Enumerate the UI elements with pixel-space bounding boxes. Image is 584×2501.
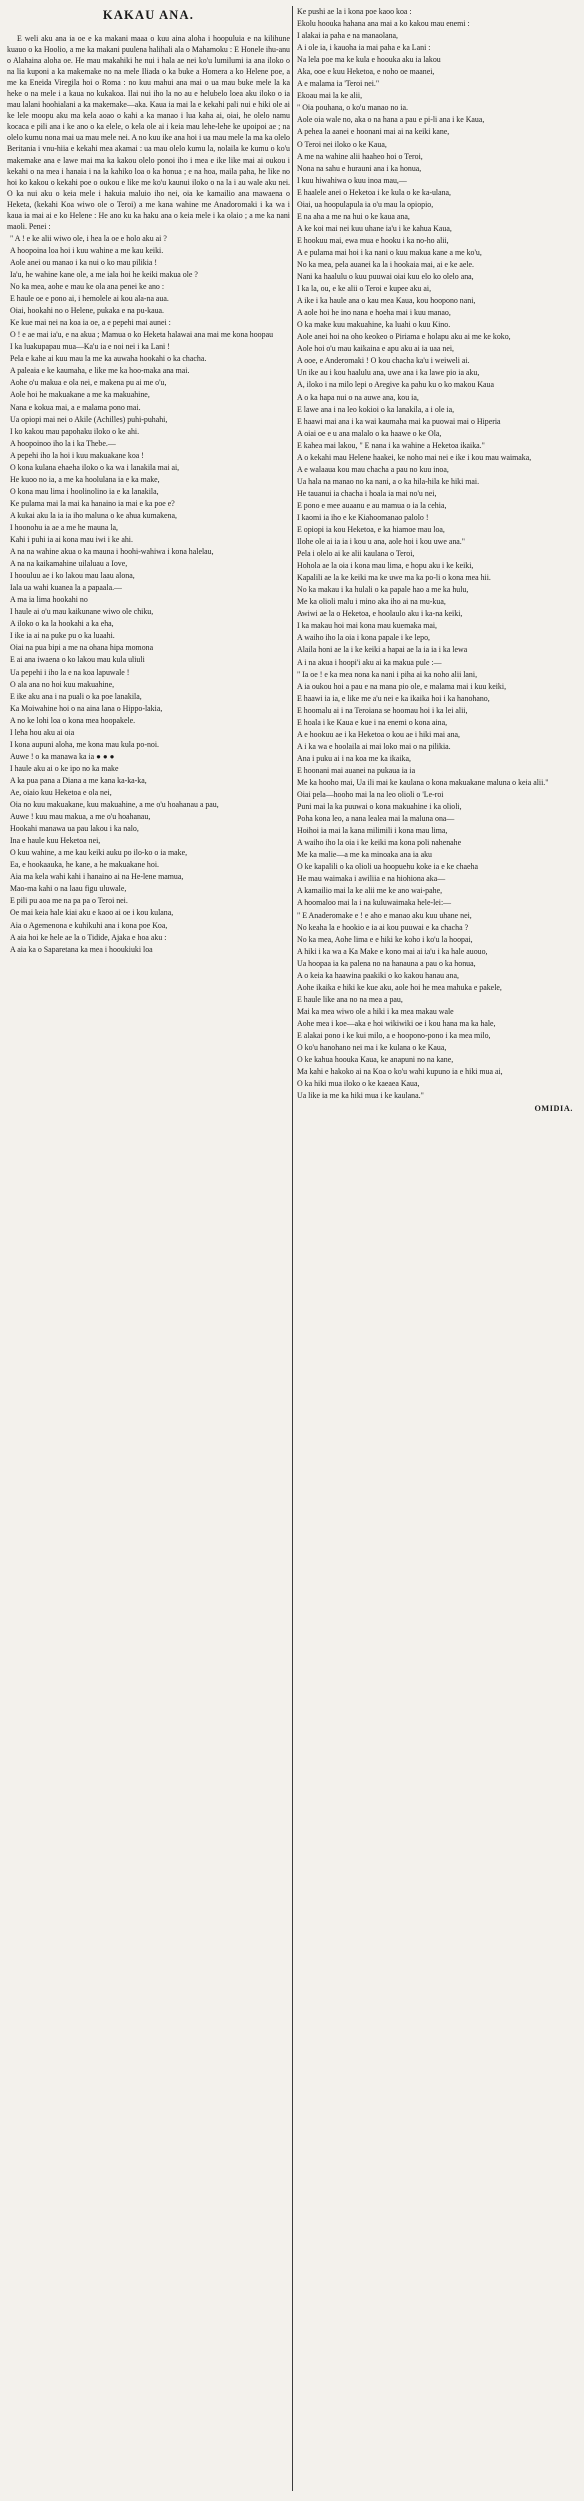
verse-line: O Teroi nei iloko o ke Kaua, (297, 139, 387, 149)
verse-line: Hoihoi ia mai la kana milimili i kona mau lima, (297, 826, 448, 836)
verse-line: I alakai ia paha e na manaolana, (297, 31, 398, 41)
verse-line: A oiai oe e u ana malalo o ka haawe o ke Ola, (297, 428, 442, 438)
verse-line: Aia o Agemenona e kuhikuhi ana i kona poe Koa, (10, 920, 168, 930)
verse-line: Nana e kokua mai, a e malama pono mai. (10, 402, 141, 412)
verse-line: Oiai na pua bipi a me na ohana hipa momona (10, 643, 154, 653)
verse-line: I haule ai o'u mau kaikunane wiwo ole chiku, (10, 607, 154, 617)
verse-line: I leha hou aku ai oia (10, 727, 75, 737)
verse-line: A o ka hapa nui o na auwe ana, kou ia, (297, 392, 419, 402)
verse-line: Oiai pela—hooho mai la na leo olioli o 'Le-roi (297, 790, 444, 800)
verse-line: E haawi ia ia, e like me a'u nei e ka ikaika hoi i ka hanohano, (297, 693, 490, 703)
verse-line: Ke kue mai nei na koa ia oe, a e pepehi mai aunei : (10, 318, 171, 328)
verse-line: I ka luakupapau mua—Ka'u ia e noi nei i ka Lani ! (10, 342, 170, 352)
verse-line: A ia oukou hoi a pau e na mana pio ole, e malama mai i kuu keiki, (297, 681, 507, 691)
column-divider (292, 6, 293, 2491)
verse-line: A i ole ia, i kauoha ia mai paha e ka Lani : (297, 43, 431, 53)
verse-line: Ka Moiwahine hoi o na aina lana o Hippo-lakia, (10, 703, 163, 713)
verse-line: A ike i ka haule ana o kau mea Kaua, kou hoopono nani, (297, 296, 476, 306)
verse-line: E hookuu mai, ewa mua e hooku i ka no-ho alii, (297, 235, 449, 245)
verse-line: E haule oe e pono ai, i hemolele ai kou ala-na aua. (10, 294, 169, 304)
verse-line: O ka hiki mua iloko o ke kaeaea Kaua, (297, 1079, 420, 1089)
verse-line: E kahea mai lakou, " E nana i ka wahine a Heketoa ikaika." (297, 440, 485, 450)
verse-line: A hoomaloo mai la i na kuluwaimaka hele-lei:— (297, 898, 452, 908)
verse-line: I hoouluu ae i ko lakou mau laau alona, (10, 571, 135, 581)
verse-line: A aole hoi he ino nana e hoeha mai i kuu manao, (297, 308, 451, 318)
verse-line: Oiai, hookahi no o Helene, pukaka e na pu-kaua. (10, 306, 165, 316)
verse-line: E hoala i ke Kaua e kue i na enemi o kona aina, (297, 717, 448, 727)
verse-line: A e malama ia 'Teroi nei." (297, 79, 380, 89)
verse-line: Hookahi manawa ua pau lakou i ka nalo, (10, 824, 139, 834)
verse-line: No keaha la e hookio e ia ai kou puuwai e ka chacha ? (297, 922, 469, 932)
verse-line: No ka mea, pela auanei ka la i hookaia mai, ai e ke aele. (297, 259, 475, 269)
verse-line: Aohe o'u makua e ola nei, e makena pu ai me o'u, (10, 378, 167, 388)
verse-line: Oia no kuu makuakane, kuu makuahine, a me o'u hoahanau a pau, (10, 800, 219, 810)
verse-line: E hoomalu ai i na Teroiana se hoomau hoi i ka lei alii, (297, 705, 468, 715)
verse-line: E na aha a me na hui o ke kaua ana, (297, 211, 410, 221)
verse-line: A no ke lohi loa o kona mea hoopakele. (10, 715, 136, 725)
verse-line: Ae, oiaio kuu Heketoa e ola nei, (10, 788, 112, 797)
verse-line: Na lela poe ma ke kula e hoouka aku ia lakou (297, 55, 441, 65)
verse-line: Ua opiopi mai nei o Akile (Achilles) puhi-puhahi, (10, 414, 168, 424)
verse-line: A na na kaikamahine uilaluau a Iove, (10, 559, 128, 569)
verse-line: Iala ua wahi kuanea la a papaala.— (10, 583, 122, 593)
verse-line: A paleaia e ke kaumaha, e like me ka hoo-maka ana mai. (10, 366, 190, 376)
verse-line: Hohola ae la oia i kona mau lima, e hopu aku i ke keiki, (297, 561, 474, 571)
verse-line: A ooe, e Anderomaki ! O kou chacha ka'u i weiweli ai. (297, 356, 470, 366)
verse-line: Nona na sahu e hurauni ana i ka honua, (297, 163, 422, 173)
verse-line: I haule aku ai o ke ipo no ka make (10, 763, 119, 773)
verse-line: O ko'u hanohano nei ma i ke kulana o ke Kaua, (297, 1043, 447, 1053)
verse-line: A e walaaua kou mau chacha a pau no kuu inoa, (297, 464, 449, 474)
verse-line: I ka la, ou, e ke alii o Teroi e kupee aku ai, (297, 284, 432, 294)
verse-line: Aohe mea i koe—aka e hoi wikiwiki oe i kou hana ma ka hale, (297, 1018, 496, 1028)
verse-line: A kukai aku la ia ia iho maluna o ke ahua kumakena, (10, 510, 177, 520)
verse-line: A aia ka o Saparetana ka mea i hooukiuki loa (10, 944, 153, 954)
verse-line: E ai ana iwaena o ko lakou mau kula uliuli (10, 655, 145, 665)
verse-line: " E Anaderomake e ! e aho e manao aku kuu uhane nei, (297, 910, 472, 920)
verse-line: Me ka olioli malu i mino aka iho ai na mu-kua, (297, 597, 446, 607)
verse-line: E lawe ana i na leo kokioi o ka lanakila, a i ole ia, (297, 404, 455, 414)
verse-line: E pili pu aoa me na pa pa o Teroi nei. (10, 896, 128, 906)
verse-line: Aka, ooe e kuu Heketoa, e noho oe maanei, (297, 67, 435, 77)
verse-line: Aole hoi he makuakane a me ka makuahine, (10, 390, 150, 400)
verse-line: Ea, e hookaauka, he kane, a he makuakane hoi. (10, 860, 159, 870)
verse-line: Me ka hooho mai, Ua ili mai ke kaulana o kona makuakane maluna o keia alii." (297, 778, 549, 787)
verse-line: O kona mau lima i hoolinolino ia e ka lanakila, (10, 486, 159, 496)
verse-line: No ka makau i ka hulali o ka papale hao a me ka hulu, (297, 585, 469, 595)
verse-line: A o keia ka haawina paakiki o ko kakou hanau ana, (297, 970, 459, 980)
verse-line: A ke koi mai nei kuu uhane ia'u i ke kahua Kaua, (297, 223, 452, 233)
verse-line: I ike ia ai na puke pu o ka luaahi. (10, 631, 115, 641)
verse-line: O kona kulana ehaeha iloko o ka wa i lanakila mai ai, (10, 462, 180, 472)
verse-line: A e hookuu ae i ka Heketoa o kou ae i hiki mai ana, (297, 729, 461, 739)
verse-line: I hoonohu ia ae a me he mauna la, (10, 522, 119, 532)
verse-line: Aia ma kela wahi kahi i hanaino ai na He-lene mamua, (10, 872, 184, 882)
verse-line: Mai ka mea wiwo ole a hiki i ka mea makau wale (297, 1006, 454, 1016)
verse-line: Awiwi ae la o Heketoa, e hoolaulo aku i ka-na keiki, (297, 609, 463, 619)
verse-line: A kamailio mai la ke alii me ke ano wai-pahe, (297, 886, 443, 896)
verse-line: A na na wahine akua o ka mauna i hoohi-wahiwa i kona halelau, (10, 547, 214, 557)
verse-line: Ina e haule kuu Heketoa nei, (10, 836, 101, 846)
verse-line: Mao-ma kahi o na laau figu uluwale, (10, 884, 127, 894)
verse-line: A pepehi iho la hoi i kuu makuakane koa ! (10, 450, 144, 460)
verse-line: Ekoau mai la ke alii, (297, 91, 363, 101)
verse-line: Ke pulama mai la mai ka hanaino ia mai e ka poe e? (10, 498, 175, 508)
verse-line: Ke pushi ae la i kona poe kaoo koa : (297, 7, 412, 16)
verse-line: He mau waimaka i awiliia e na hiohiona aka— (297, 874, 446, 884)
verse-line: Oiai, ua hoopulapula ia o'u mau la opiopio, (297, 199, 434, 209)
verse-line: A o kekahi mau Helene haakei, ke noho mai nei e ike i kou mau waimaka, (297, 452, 532, 462)
verse-line: A ka pua pana a Diana a me kana ka-ka-ka, (10, 775, 147, 785)
verse-line: A waiho iho la oia i kona papale i ke lepo, (297, 633, 431, 643)
verse-line: O ala ana no hoi kuu makuahine, (10, 679, 115, 689)
verse-line: Ana i puku ai i na koa me ka ikaika, (297, 753, 411, 763)
verse-line: O ! e ae mai ia'u, e na akua ; Mamua o ko Heketa halawai ana mai me kona hoopau (10, 330, 274, 340)
verse-line: Kahi i puhi ia ai kona mau iwi i ke ahi. (10, 535, 133, 545)
verse-line: Puni mai la ka puuwai o kona makuahine i ka olioli, (297, 802, 462, 812)
verse-line: E haule like ana no na mea a pau, (297, 994, 403, 1004)
verse-line: Aole anei ou manao i ka nui o ko mau pilikia ! (10, 257, 158, 267)
verse-line: E alakai pono i ke kui milo, a e hoopono-pono i ka mea milo, (297, 1030, 491, 1040)
verse-line: E haawi mai ana i ka wai kaumaha mai ka puowai mai o Hiperia (297, 416, 501, 426)
verse-line: No ka mea, Aohe lima e e hiki ke koho i ko'u la hoopai, (297, 934, 473, 944)
verse-line: I ko kakou mau papohaku iloko o ke ahi. (10, 426, 140, 436)
verse-line: Aole anei hoi na oho keokeo o Piriama e holapu aku ai me ke koko, (297, 332, 511, 342)
verse-line: E opiopi ia kou Heketoa, e ka hiamoe mau loa, (297, 525, 445, 535)
verse-line: Me ka malie—a me ka minoaka ana ia aku (297, 850, 432, 860)
verse-line: I kona aupuni aloha, me kona mau kula po-noi. (10, 739, 160, 749)
verse-line: Ua pepehi i iho la e na koa lapuwale ! (10, 667, 130, 677)
verse-line: A me na wahine alii haaheo hoi o Teroi, (297, 151, 423, 161)
verse-line: Aohe ikaika e hiki ke kue aku, aole hoi he mea mahuka e pakele, (297, 982, 502, 992)
verse-line: I kaomi ia iho e ke Kiahoomanao palolo ! (297, 512, 429, 522)
verse-line: Ua hoopaa ia ka palena no na hanauna a pau o ka honua, (297, 958, 476, 968)
verse-line: Ma kahi e hakoko ai na Koa o ko'u wahi kupuno ia e hiki mua ai, (297, 1067, 503, 1077)
verse-line: Poha kona leo, a nana lealea mai la maluna ona— (297, 814, 455, 824)
verse-line: E pono e mee auaanu e au mamua o ia la cehia, (297, 500, 447, 510)
verse-line: E hoonani mai auanei na pukaua ia ia (297, 765, 416, 775)
verse-line: Nani ka haalulu o kuu puuwai oiai kuu elo ko olelo ana, (297, 272, 474, 282)
verse-line: A aia hoi ke hele ae la o Tidide, Ajaka e hoa aku : (10, 932, 167, 942)
verse-line: A hoopoinoo iho la i ka Thebe.— (10, 438, 116, 448)
verse-line: Ia'u, he wahine kane ole, a me iala hoi he keiki makua ole ? (10, 269, 198, 279)
verse-line: A hiki i ka wa a Ka Make e kono mai ai ia'u i ka hale auouo, (297, 946, 488, 956)
verse-line: No ka mea, aohe e mau ke ola ana penei ke ano : (10, 282, 165, 292)
verse-line: I kuu hiwahiwa o kuu inoa mau,— (297, 175, 407, 185)
verse-line: O ke kapalili o ka olioli ua hoopuehu koke ia e ke chaeha (297, 862, 478, 872)
verse-line: " A ! e ke alii wiwo ole, i hea la oe e holo aku ai ? (10, 233, 167, 243)
verse-line: He tauanui ia chacha i hoala ia mai no'u nei, (297, 488, 437, 498)
verse-line: E ike aku ana i na puali o ka poe lanakila, (10, 691, 142, 701)
verse-line: Pela i olelo ai ke alii kaulana o Teroi, (297, 549, 415, 559)
verse-line: Aole oia wale no, aka o na hana a pau e pi-li ana i ke Kaua, (297, 115, 485, 125)
verse-line: A pehea la aanei e hoonani mai ai na keiki kane, (297, 127, 450, 137)
verse-line: Ua hala na manao no ka nani, a o ka hila-hila ke hiki mai. (297, 476, 480, 486)
paragraph: E weli aku ana ia oe e ka makani maaa o kuu aina aloha i hoopuluia e na kilihune kuauo o ka Hoolio, a me ka makani puulena halihali ala o Mahamoku : E Honele ihu-anu o Alahaina aloha oe. He mau makahiki he nui i hala ae nei ko'u lumilumi ia ana iloko o na lia kuponi a ka makemake no na mele Iliada o ka buke a Homera a ko Helene poe, a me ka Eneida Viregila hoi o Roma : no kuu mahui ana mai o ua mau buke mele la ka heke o na mele i a kaua no kukakoa. Ilai nui iho la no au e helubelo loea aku iloko o ia mau lalani hoohialani a ka makemake—aka. Kaua ia mai la e kekahi pali nui e hiki ole ai ke lele moopu aku ma kela aoao o kahi a ka manao i lua kaha ai, oiai, he olelo namu kocaca e pili ana i ke ano o ka elele, o kela ole ai i keia mau lehe-lehe ke upoipoi ae ; na olelo kumu nona mai ua mau mele nei. A no kuu ike ana hoi i ua mau mele la ma ka olelo Beritania i vnu-hiia e kekahi mea akamai : ua mau olelo kumu la, nolaila ke kumu o ko'u makemake ana e lawe mai ma ka kakou olelo ponoi iho i mea e ike like mai ai oukou i kekahi o na mea i hanaia i na la kahiko loa o ka honua ; e na hoa, maila paha, he like no hoi ko kakou o kekahi poe o oukou e like me ko'u kaunui iloko o na la i au wale aku nei. O ka nui aku o keia mele i hakuia maluio iho nei, oia ke kamailio ana mawaena o Heketa, (kekahi Koa wiwo ole o Teroi) a me kana wahine me Anadoromaki i ka wa i kaua ia mai ai e ko Helene : He ano ku ka haku ana o keia mele i ka olaio ; a me ka nani maoli. Penei : (7, 34, 290, 231)
verse-line: A waiho iho la oia i ke keiki ma kona poli nahenahe (297, 838, 462, 848)
verse-line: Alaila honi ae la i ke keiki a hapai ae la ia ia i ka lewa (297, 645, 468, 655)
verse-line: Auwe ! kuu mau makua, a me o'u hoahanau, (10, 812, 151, 822)
verse-line: He kuoo no ia, a me ka hoolulana ia e ka make, (10, 474, 160, 484)
column-left (7, 6, 290, 2491)
article-title: KAKAU ANA. (102, 8, 195, 22)
verse-line: O ka make kuu makuahine, ka luahi o kuu Kino. (297, 320, 451, 330)
author-signature: OMIDIA. (534, 1104, 573, 1114)
verse-line: Ilohe ole ai ia ia i kou u ana, aole hoi i kou uwe ana." (297, 537, 465, 547)
verse-line: A iloko o ka la hookahi a ka eha, (10, 619, 114, 629)
verse-line: Pela e kahe ai kuu mau la me ka auwaha hookahi o ka chacha. (10, 354, 207, 364)
verse-line: Auwe ! o ka manawa ka ia ● ● ● (10, 751, 115, 761)
verse-line: A i ka wa e hoolaila ai mai loko mai o na pilikia. (297, 741, 451, 751)
verse-line: Oe mai keia hale kiai aku e kaoo ai oe i kou kulana, (10, 908, 174, 918)
verse-line: Kapalili ae la ke keiki ma ke uwe ma ka po-li o kona mea hii. (297, 573, 491, 583)
verse-line: A hoopoina loa hoi i kuu wahine a me kau keiki. (10, 245, 164, 255)
verse-line: A e pulama mai hoi i ka nani o kuu makua kane a me ko'u, (297, 247, 482, 257)
verse-line: A ma ia lima hookahi no (10, 595, 88, 605)
verse-line: O kuu wahine, a me kau keiki auku po ilo-ko o ia make, (10, 848, 188, 858)
verse-line: " Ia oe ! e ka mea nona ka nani i piha ai ka noho alii lani, (297, 669, 478, 679)
verse-line: I ka makau hoi mai kona mau kuemaka mai, (297, 621, 438, 631)
verse-line: O ke kahua hoouka Kaua, ke anapuni no na kane, (297, 1055, 454, 1065)
verse-line: Un ike au i kou haalulu ana, uwe ana i ka lawe pio ia aku, (297, 368, 480, 378)
verse-line: Ua like ia me ka hiki mua i ke kaulana." (297, 1091, 424, 1101)
verse-line: E haalele anei o Heketoa i ke kula o ke ka-ulana, (297, 187, 452, 197)
verse-line: " Oia pouhana, o ko'u manao no ia. (297, 103, 408, 113)
verse-line: Aole hoi o'u mau kaikaina e apu aku ai ia uaa nei, (297, 344, 454, 354)
verse-line: A i na akua i hoopi'i aku ai ka makua pule :— (297, 657, 442, 667)
column-left-text (7, 33, 290, 955)
verse-line: A, iloko i na milo lepi o Aregive ka pahu ku o ko makou Kaua (297, 380, 495, 390)
column-right-text (294, 6, 577, 1101)
verse-line: Ekolu hoouka hahana ana mai a ko kakou mau enemi : (297, 19, 470, 29)
column-right (294, 6, 577, 2491)
